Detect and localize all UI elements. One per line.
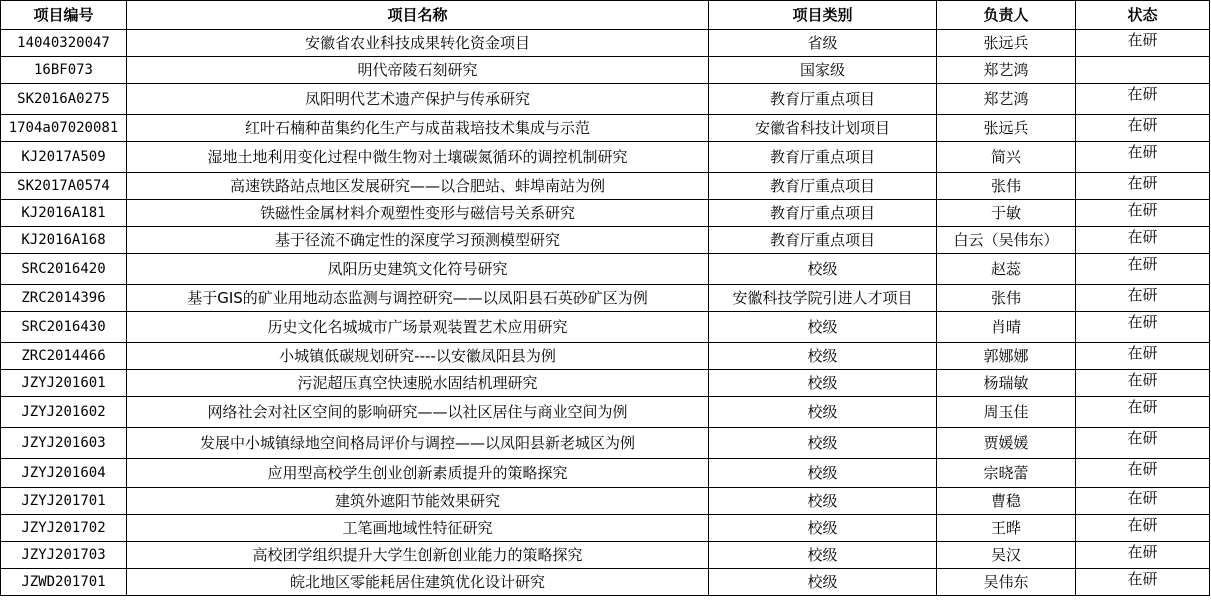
cell-code: KJ2016A181 xyxy=(1,200,127,227)
cell-name: 发展中小城镇绿地空间格局评价与调控——以凤阳县新老城区为例 xyxy=(127,428,709,459)
cell-person: 吴伟东 xyxy=(937,569,1076,596)
cell-category: 教育厅重点项目 xyxy=(709,200,937,227)
cell-category: 校级 xyxy=(709,428,937,459)
cell-category: 国家级 xyxy=(709,57,937,84)
table-row xyxy=(1,57,1210,84)
table-row xyxy=(1,343,1210,370)
cell-code: ZRC2014396 xyxy=(1,285,127,312)
header-status: 状态 xyxy=(1076,1,1210,30)
cell-status: 在研 xyxy=(1076,397,1210,428)
table-row xyxy=(1,515,1210,542)
cell-person: 于敏 xyxy=(937,200,1076,227)
cell-category: 校级 xyxy=(709,343,937,370)
cell-code: SRC2016430 xyxy=(1,312,127,343)
cell-code: SRC2016420 xyxy=(1,254,127,285)
header-row xyxy=(1,1,1210,30)
cell-status: 在研 xyxy=(1076,254,1210,285)
cell-status: 在研 xyxy=(1076,30,1210,57)
cell-category: 安徽科技学院引进人才项目 xyxy=(709,285,937,312)
cell-name: 高速铁路站点地区发展研究——以合肥站、蚌埠南站为例 xyxy=(127,173,709,200)
cell-name: 皖北地区零能耗居住建筑优化设计研究 xyxy=(127,569,709,596)
cell-name: 高校团学组织提升大学生创新创业能力的策略探究 xyxy=(127,542,709,569)
cell-code: JZWD201701 xyxy=(1,569,127,596)
table-row xyxy=(1,200,1210,227)
cell-status: 在研 xyxy=(1076,84,1210,115)
cell-name: 凤阳历史建筑文化符号研究 xyxy=(127,254,709,285)
cell-person: 王晔 xyxy=(937,515,1076,542)
cell-code: KJ2017A509 xyxy=(1,142,127,173)
cell-code: JZYJ201701 xyxy=(1,488,127,515)
cell-status: 在研 xyxy=(1076,515,1210,542)
table-row xyxy=(1,428,1210,459)
table-body xyxy=(1,30,1210,596)
cell-person: 白云（吴伟东） xyxy=(937,227,1076,254)
cell-person: 郑艺鸿 xyxy=(937,57,1076,84)
cell-name: 工笔画地域性特征研究 xyxy=(127,515,709,542)
cell-status: 在研 xyxy=(1076,459,1210,488)
cell-name: 明代帝陵石刻研究 xyxy=(127,57,709,84)
cell-status xyxy=(1076,57,1210,84)
cell-code: 1704a07020081 xyxy=(1,115,127,142)
cell-person: 张伟 xyxy=(937,285,1076,312)
cell-person: 赵蕊 xyxy=(937,254,1076,285)
cell-status: 在研 xyxy=(1076,312,1210,343)
cell-name: 建筑外遮阳节能效果研究 xyxy=(127,488,709,515)
cell-name: 安徽省农业科技成果转化资金项目 xyxy=(127,30,709,57)
cell-category: 校级 xyxy=(709,254,937,285)
cell-person: 周玉佳 xyxy=(937,397,1076,428)
cell-name: 基于径流不确定性的深度学习预测模型研究 xyxy=(127,227,709,254)
cell-person: 张远兵 xyxy=(937,115,1076,142)
cell-status: 在研 xyxy=(1076,142,1210,173)
cell-status: 在研 xyxy=(1076,488,1210,515)
cell-name: 网络社会对社区空间的影响研究——以社区居住与商业空间为例 xyxy=(127,397,709,428)
cell-code: JZYJ201702 xyxy=(1,515,127,542)
table-row xyxy=(1,370,1210,397)
cell-code: SK2016A0275 xyxy=(1,84,127,115)
cell-status: 在研 xyxy=(1076,343,1210,370)
cell-person: 张远兵 xyxy=(937,30,1076,57)
table-row xyxy=(1,227,1210,254)
cell-code: JZYJ201604 xyxy=(1,459,127,488)
cell-code: JZYJ201603 xyxy=(1,428,127,459)
table-row xyxy=(1,459,1210,488)
table-row xyxy=(1,569,1210,596)
cell-person: 肖晴 xyxy=(937,312,1076,343)
table-row xyxy=(1,285,1210,312)
cell-status: 在研 xyxy=(1076,227,1210,254)
table-row xyxy=(1,397,1210,428)
header-person: 负责人 xyxy=(937,1,1076,30)
cell-status: 在研 xyxy=(1076,285,1210,312)
table-row xyxy=(1,84,1210,115)
cell-code: SK2017A0574 xyxy=(1,173,127,200)
cell-status: 在研 xyxy=(1076,569,1210,596)
table-row xyxy=(1,173,1210,200)
cell-category: 校级 xyxy=(709,397,937,428)
cell-status: 在研 xyxy=(1076,115,1210,142)
cell-category: 校级 xyxy=(709,370,937,397)
cell-name: 应用型高校学生创业创新素质提升的策略探究 xyxy=(127,459,709,488)
cell-name: 湿地土地利用变化过程中微生物对土壤碳氮循环的调控机制研究 xyxy=(127,142,709,173)
table-row xyxy=(1,254,1210,285)
cell-category: 校级 xyxy=(709,459,937,488)
cell-category: 校级 xyxy=(709,542,937,569)
cell-code: 16BF073 xyxy=(1,57,127,84)
cell-person: 张伟 xyxy=(937,173,1076,200)
cell-category: 教育厅重点项目 xyxy=(709,173,937,200)
cell-category: 教育厅重点项目 xyxy=(709,84,937,115)
cell-category: 校级 xyxy=(709,312,937,343)
cell-person: 杨瑞敏 xyxy=(937,370,1076,397)
cell-person: 简兴 xyxy=(937,142,1076,173)
table-row xyxy=(1,142,1210,173)
cell-code: ZRC2014466 xyxy=(1,343,127,370)
cell-name: 铁磁性金属材料介观塑性变形与磁信号关系研究 xyxy=(127,200,709,227)
cell-person: 贾媛媛 xyxy=(937,428,1076,459)
cell-category: 教育厅重点项目 xyxy=(709,142,937,173)
cell-code: JZYJ201602 xyxy=(1,397,127,428)
cell-status: 在研 xyxy=(1076,542,1210,569)
cell-category: 校级 xyxy=(709,515,937,542)
cell-name: 基于GIS的矿业用地动态监测与调控研究——以凤阳县石英砂矿区为例 xyxy=(127,285,709,312)
table-row xyxy=(1,115,1210,142)
cell-name: 小城镇低碳规划研究----以安徽凤阳县为例 xyxy=(127,343,709,370)
cell-name: 历史文化名城城市广场景观装置艺术应用研究 xyxy=(127,312,709,343)
header-category: 项目类别 xyxy=(709,1,937,30)
cell-category: 校级 xyxy=(709,488,937,515)
header-name: 项目名称 xyxy=(127,1,709,30)
table-row xyxy=(1,488,1210,515)
cell-person: 曹稳 xyxy=(937,488,1076,515)
cell-status: 在研 xyxy=(1076,173,1210,200)
cell-person: 吴汉 xyxy=(937,542,1076,569)
cell-status: 在研 xyxy=(1076,370,1210,397)
cell-code: KJ2016A168 xyxy=(1,227,127,254)
cell-category: 省级 xyxy=(709,30,937,57)
cell-category: 教育厅重点项目 xyxy=(709,227,937,254)
header-code: 项目编号 xyxy=(1,1,127,30)
cell-code: JZYJ201703 xyxy=(1,542,127,569)
cell-person: 郭娜娜 xyxy=(937,343,1076,370)
table-row xyxy=(1,542,1210,569)
cell-person: 宗晓蕾 xyxy=(937,459,1076,488)
cell-status: 在研 xyxy=(1076,428,1210,459)
cell-status: 在研 xyxy=(1076,200,1210,227)
cell-name: 凤阳明代艺术遗产保护与传承研究 xyxy=(127,84,709,115)
cell-name: 污泥超压真空快速脱水固结机理研究 xyxy=(127,370,709,397)
table-row xyxy=(1,30,1210,57)
cell-code: 14040320047 xyxy=(1,30,127,57)
cell-code: JZYJ201601 xyxy=(1,370,127,397)
table-row xyxy=(1,312,1210,343)
cell-person: 郑艺鸿 xyxy=(937,84,1076,115)
cell-name: 红叶石楠种苗集约化生产与成苗栽培技术集成与示范 xyxy=(127,115,709,142)
cell-category: 安徽省科技计划项目 xyxy=(709,115,937,142)
cell-category: 校级 xyxy=(709,569,937,596)
